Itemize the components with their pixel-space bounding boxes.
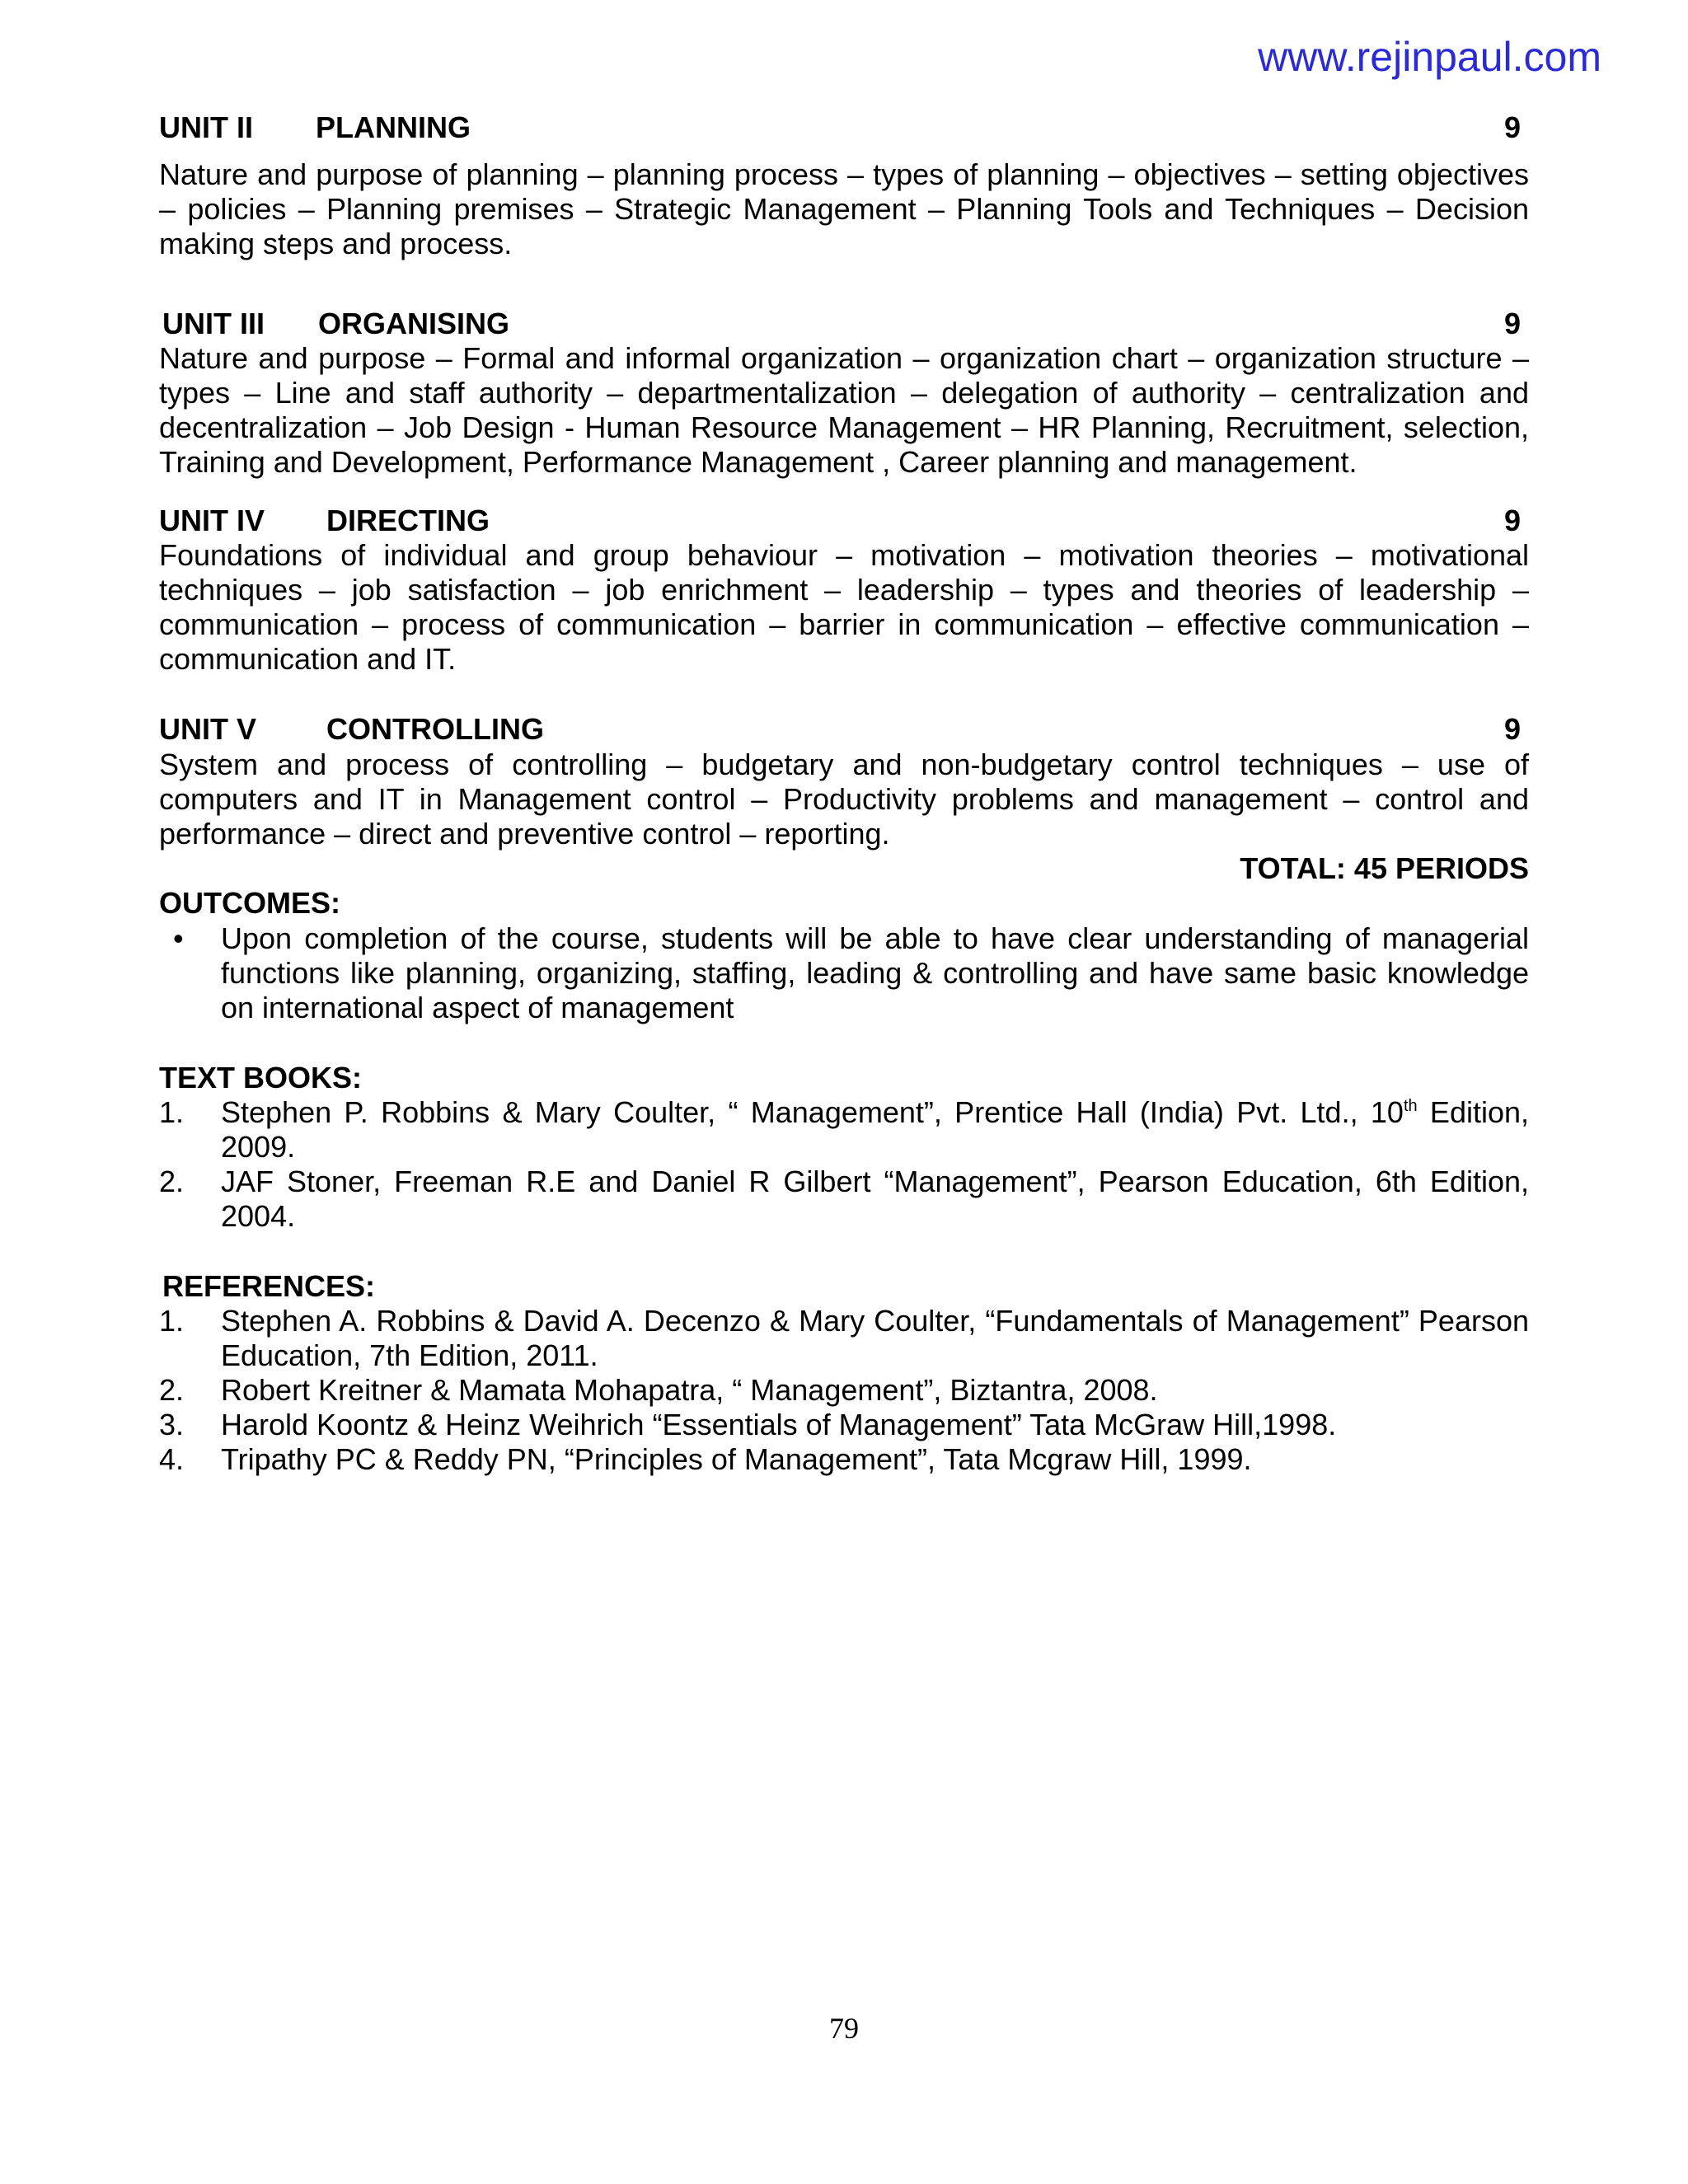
outcomes-item [159, 921, 1529, 1025]
unit-4-heading [159, 504, 1527, 538]
unit-5-hours: 9 [1503, 712, 1521, 746]
unit-3-name: UNIT III [162, 307, 265, 340]
unit-3-hours: 9 [1503, 307, 1521, 340]
list-item-text: Stephen A. Robbins & David A. Decenzo & Mary Coulter, “Fundamentals of Management” Pearson Education, 7th Edition, 2011. [221, 1304, 1529, 1372]
list-item-number: 3. [159, 1408, 185, 1441]
text-books-heading: TEXT BOOKS: [159, 1061, 363, 1094]
references-heading: REFERENCES: [162, 1269, 376, 1303]
list-item-text: Stephen P. Robbins & Mary Coulter, “ Management”, Prentice Hall (India) Pvt. Ltd., 10 [221, 1095, 1404, 1129]
unit-5-title: CONTROLLING [326, 712, 544, 746]
unit-5-heading [159, 712, 1527, 747]
list-item-number: 1. [159, 1304, 185, 1338]
unit-3-body: Nature and purpose – Formal and informal organization – organization chart – organization structure – types – Line and staff authority – departmentalization – delegation of authority – centralization and decentralization – Job Design - Human Resource Management – HR Planning, Recruitment, selection, Training and Development, Performance Management , Career planning and management. [159, 341, 1529, 479]
unit-4-hours: 9 [1503, 504, 1521, 537]
list-item [159, 1095, 1529, 1165]
outcomes-item-text: Upon completion of the course, students will be able to have clear understanding of managerial functions like planning, organizing, staffing, leading & controlling and have same basic knowledge on international aspect of management [221, 921, 1529, 1024]
unit-4-name: UNIT IV [159, 504, 265, 537]
unit-2-body: Nature and purpose of planning – planning process – types of planning – objectives – setting objectives – policies – Planning premises – Strategic Management – Planning Tools and Techniques – Decision making steps and process. [159, 157, 1529, 260]
unit-2-hours: 9 [1503, 110, 1521, 144]
unit-2-title: PLANNING [316, 110, 471, 144]
total-periods: TOTAL: 45 PERIODS [1240, 851, 1529, 885]
watermark-link[interactable]: www.rejinpaul.com [1258, 34, 1601, 80]
list-item-text: Harold Koontz & Heinz Weihrich “Essentials of Management” Tata McGraw Hill,1998. [221, 1408, 1337, 1441]
text-books-list [159, 1095, 1529, 1234]
outcomes-heading: OUTCOMES: [159, 886, 340, 920]
references-list [159, 1304, 1529, 1477]
list-item [159, 1304, 1529, 1373]
list-item-text-cont: Edition, 2009. [221, 1095, 1530, 1164]
bullet-icon: • [173, 921, 184, 955]
list-item-text: JAF Stoner, Freeman R.E and Daniel R Gilbert “Management”, Pearson Education, 6th Edition, 2004. [221, 1165, 1529, 1233]
list-item-number: 1. [159, 1095, 185, 1129]
list-item [159, 1373, 1529, 1408]
unit-4-body: Foundations of individual and group behaviour – motivation – motivation theories – motivational techniques – job satisfaction – job enrichment – leadership – types and theories of leadership – communication – process of communication – barrier in communication – effective communication – communication and IT. [159, 538, 1529, 676]
list-item-text: Robert Kreitner & Mamata Mohapatra, “ Management”, Biztantra, 2008. [221, 1373, 1158, 1407]
page-number: 79 [829, 2012, 859, 2045]
list-item-text: Tripathy PC & Reddy PN, “Principles of Management”, Tata Mcgraw Hill, 1999. [221, 1442, 1252, 1476]
unit-5-name: UNIT V [159, 712, 257, 746]
list-item [159, 1442, 1529, 1477]
superscript: th [1403, 1097, 1418, 1115]
list-item-number: 4. [159, 1442, 185, 1476]
unit-2-name: UNIT II [159, 110, 253, 144]
unit-2-heading [159, 110, 1527, 145]
list-item [159, 1165, 1529, 1234]
unit-4-title: DIRECTING [326, 504, 490, 537]
list-item-number: 2. [159, 1373, 185, 1407]
list-item-number: 2. [159, 1165, 185, 1198]
unit-3-heading [159, 307, 1527, 341]
unit-3-title: ORGANISING [318, 307, 510, 340]
list-item [159, 1408, 1529, 1442]
unit-5-body: System and process of controlling – budgetary and non-budgetary control techniques – use of computers and IT in Management control – Productivity problems and management – control and performance – direct and preventive control – reporting. [159, 748, 1529, 851]
